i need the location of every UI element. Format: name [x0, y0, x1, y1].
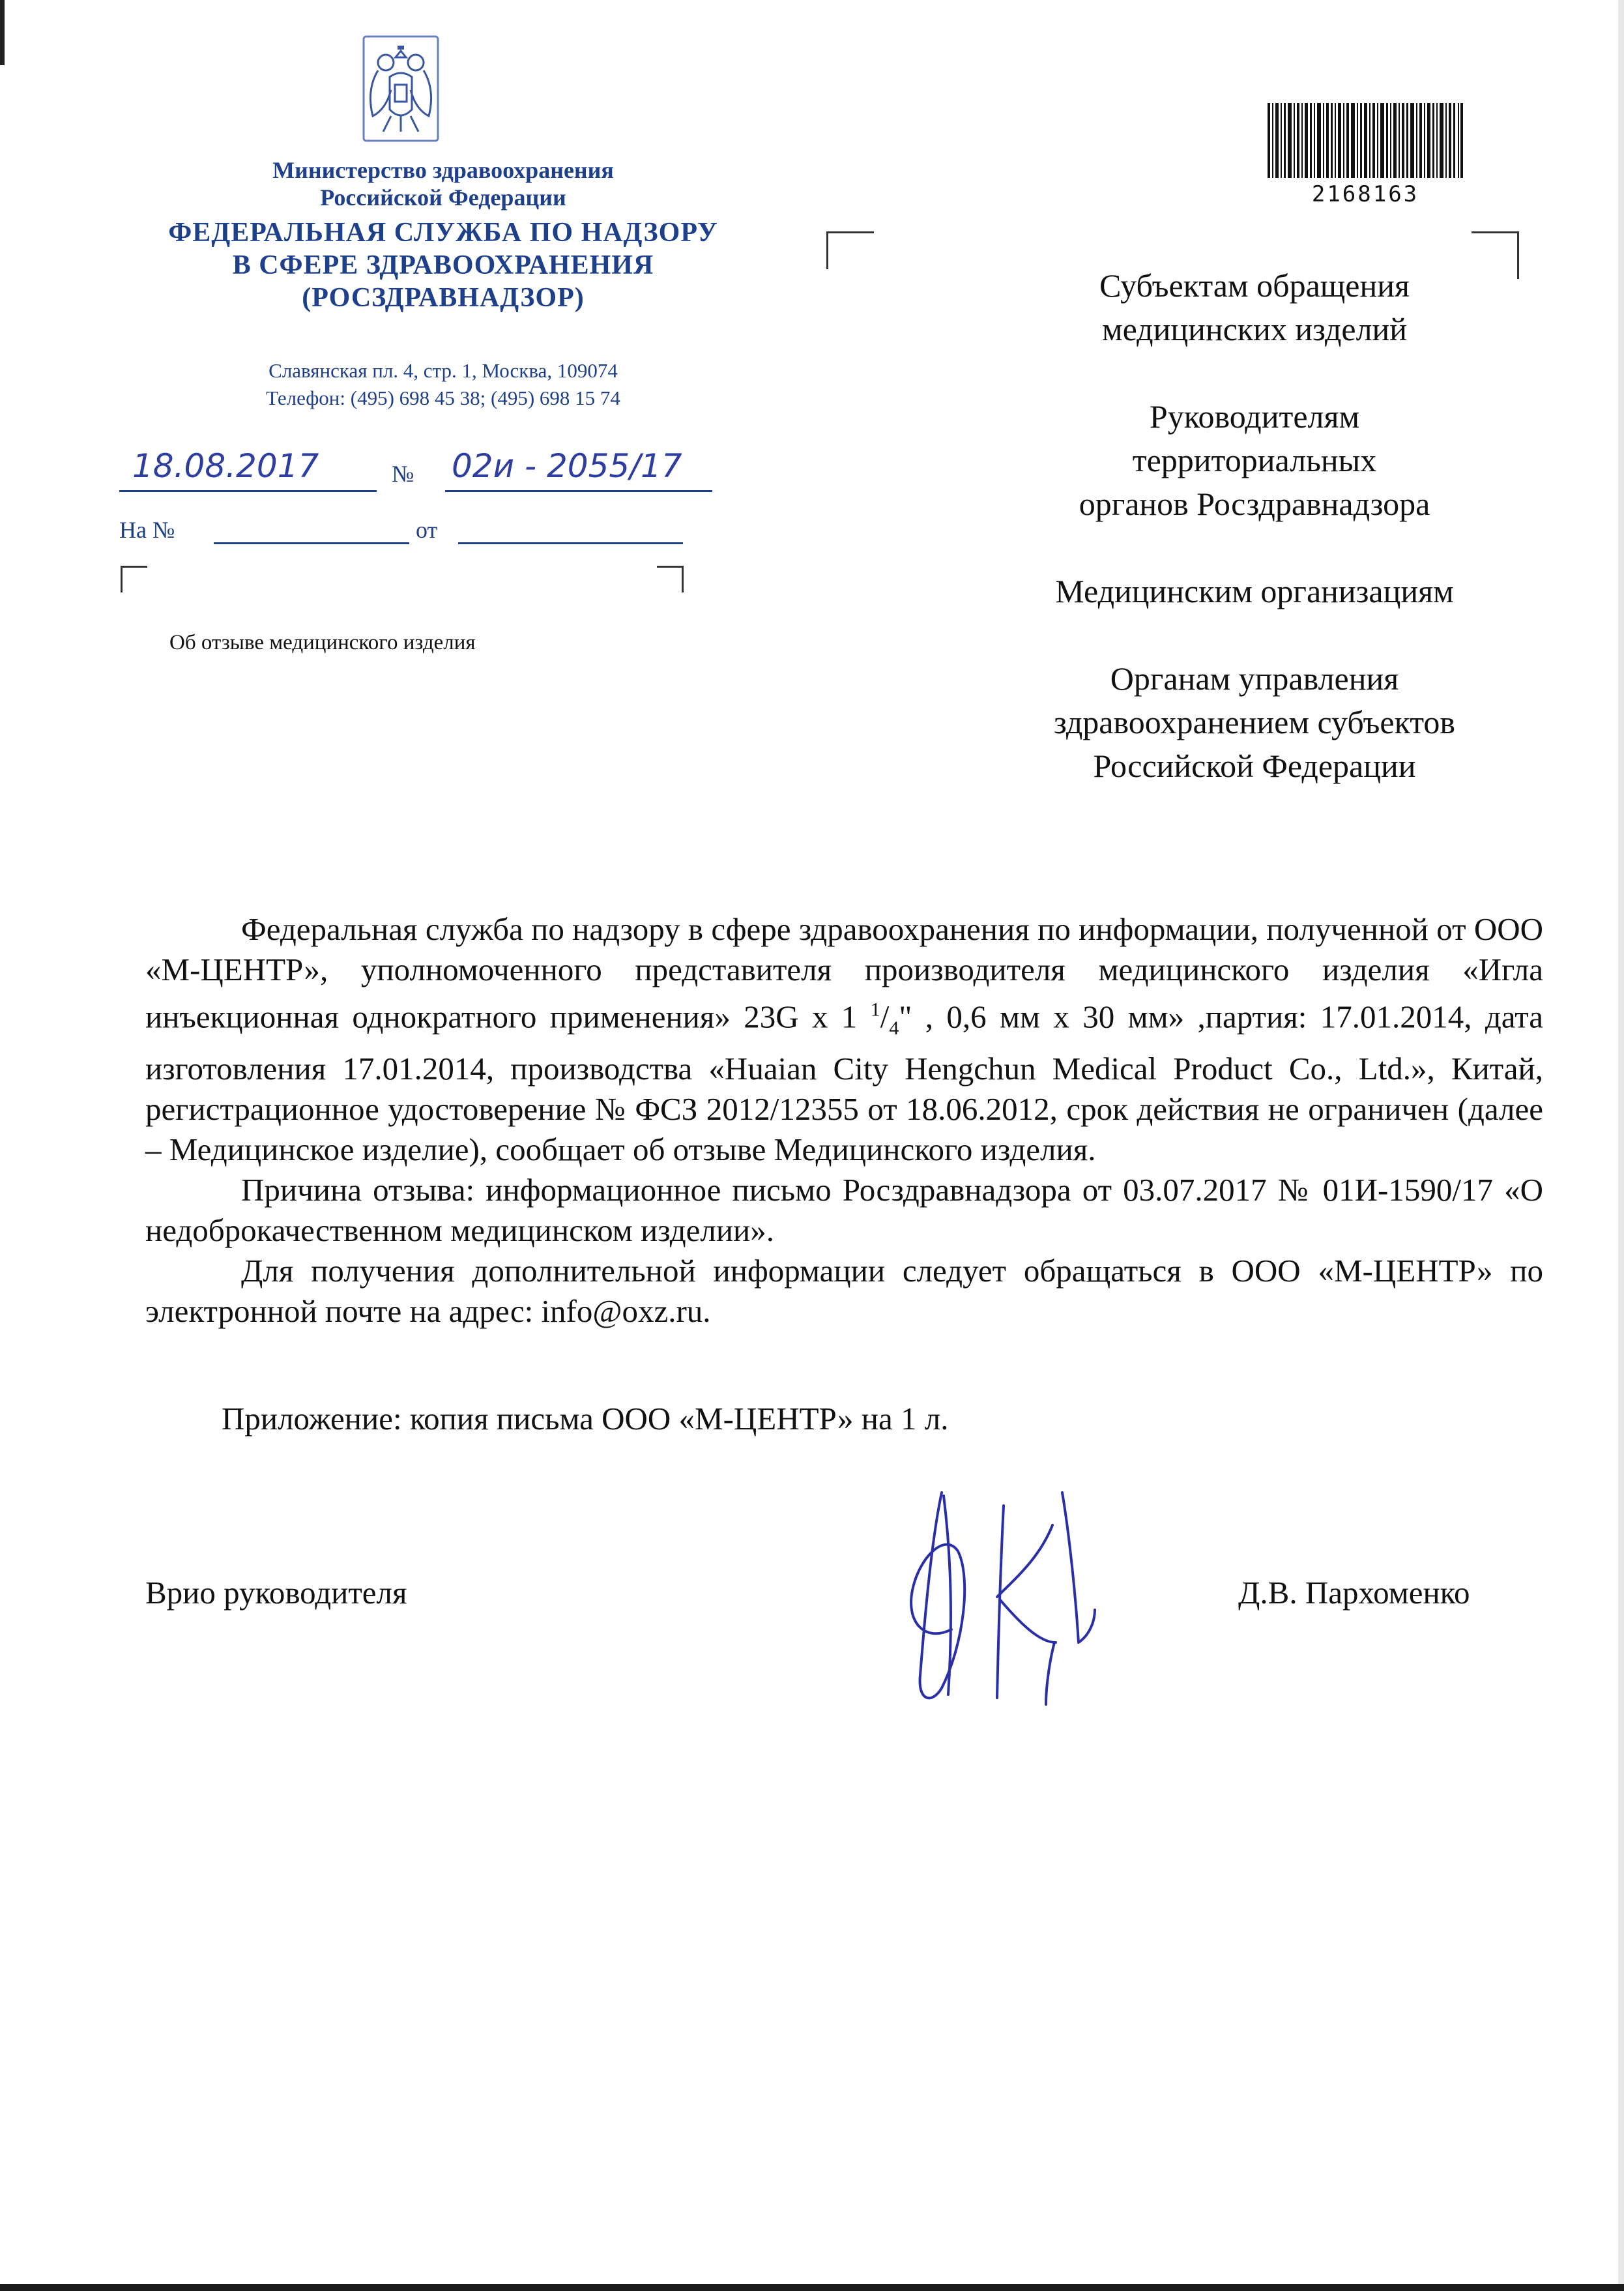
- ministry-line-2: Российской Федерации: [320, 184, 566, 211]
- reply-number-underline: [214, 542, 409, 544]
- reply-from-label: от: [416, 517, 438, 543]
- reply-from-underline: [458, 542, 683, 544]
- addressee-item: [912, 264, 1597, 351]
- fraction-numerator: 1: [870, 999, 880, 1021]
- inch-fraction: $^1/_4$: [870, 999, 899, 1040]
- barcode-icon: [1268, 103, 1463, 178]
- service-address: [117, 357, 769, 412]
- addressee-line: Органам управления: [1110, 660, 1399, 697]
- body-p1-end: " , 0,6 мм х 30 мм» ,партия: 17.01.2014, дата изготовления 17.01.2014, производства «Huaian City Hengchun Medical Product Co., Ltd.», Китай, регистрационное удостоверение № ФСЗ 2012/12355 от 18.06.2012, срок действия не ограничен (далее – Медицинское изделие), сообщает об отзыве Медицинского изделия.: [145, 999, 1543, 1168]
- body-p1-start: Федеральная служба по надзору в сфере здравоохранения по информации, полученной от ООО «М-ЦЕНТР», уполномоченного представителя производителя медицинского изделия «Игла инъекционная однократного применения» 23G x 1: [145, 911, 1543, 1035]
- coat-of-arms-emblem-icon: [352, 31, 450, 149]
- service-line-1: ФЕДЕРАЛЬНАЯ СЛУЖБА ПО НАДЗОРУ: [168, 218, 718, 248]
- subject-corner-left: [121, 566, 147, 592]
- addressee-line: органов Росздравнадзора: [1079, 486, 1430, 522]
- addressee-block: [912, 264, 1597, 788]
- scan-edge-bottom: [0, 2284, 1624, 2291]
- addressee-item: [912, 657, 1597, 788]
- number-underline: [445, 490, 712, 492]
- service-line-2: В СФЕРЕ ЗДРАВООХРАНЕНИЯ: [232, 250, 654, 280]
- registration-block: [119, 446, 836, 543]
- scan-edge-right: [1618, 0, 1624, 2291]
- registration-date: 18.08.2017: [132, 447, 319, 485]
- addressee-item: [912, 395, 1597, 526]
- addressee-line: Российской Федерации: [1093, 748, 1416, 784]
- body-paragraph-2: Причина отзыва: информационное письмо Росздравнадзора от 03.07.2017 № 01И-1590/17 «О недоброкачественном медицинском изделии».: [145, 1172, 1543, 1249]
- service-name: [78, 216, 808, 314]
- subject-corner-right: [657, 566, 684, 592]
- addressee-item: [912, 570, 1597, 613]
- body-paragraph-1: [145, 909, 1543, 1170]
- reply-number-label: На №: [119, 517, 175, 543]
- ministry-line-1: Министерство здравоохранения: [272, 157, 614, 183]
- attachment-note: Приложение: копия письма ООО «М-ЦЕНТР» на 1 л.: [222, 1401, 949, 1437]
- addressee-line: Медицинским организациям: [1055, 573, 1454, 609]
- address-line-1: Славянская пл. 4, стр. 1, Москва, 109074: [268, 359, 618, 382]
- registration-number: 02и - 2055/17: [452, 447, 682, 485]
- addressee-line: здравоохранением субъектов: [1053, 704, 1456, 740]
- handwritten-signature: [880, 1480, 1127, 1714]
- fraction-denominator: 4: [889, 1017, 899, 1040]
- signatory-name: Д.В. Пархоменко: [1238, 1575, 1470, 1611]
- letter-subject: Об отзыве медицинского изделия: [169, 631, 476, 654]
- address-line-2: Телефон: (495) 698 45 38; (495) 698 15 74: [266, 387, 620, 409]
- date-underline: [119, 490, 377, 492]
- body-paragraph-3: Для получения дополнительной информации следует обращаться в ООО «М-ЦЕНТР» по электронной почте на адрес: info@oxz.ru.: [145, 1253, 1543, 1330]
- addressee-line: Руководителям: [1149, 398, 1360, 435]
- barcode-number: 2168163: [1311, 181, 1419, 207]
- letter-body: [145, 909, 1543, 1332]
- scan-edge-left: [0, 0, 5, 65]
- signatory-position: Врио руководителя: [145, 1575, 407, 1611]
- addressee-line: Субъектам обращения: [1099, 267, 1410, 304]
- service-line-3: (РОСЗДРАВНАДЗОР): [302, 283, 585, 313]
- addressee-line: территориальных: [1132, 442, 1377, 478]
- ministry-name: [117, 156, 769, 211]
- addressee-line: медицинских изделий: [1101, 311, 1408, 347]
- number-label: №: [392, 461, 414, 487]
- addressee-corner-left: [826, 231, 874, 269]
